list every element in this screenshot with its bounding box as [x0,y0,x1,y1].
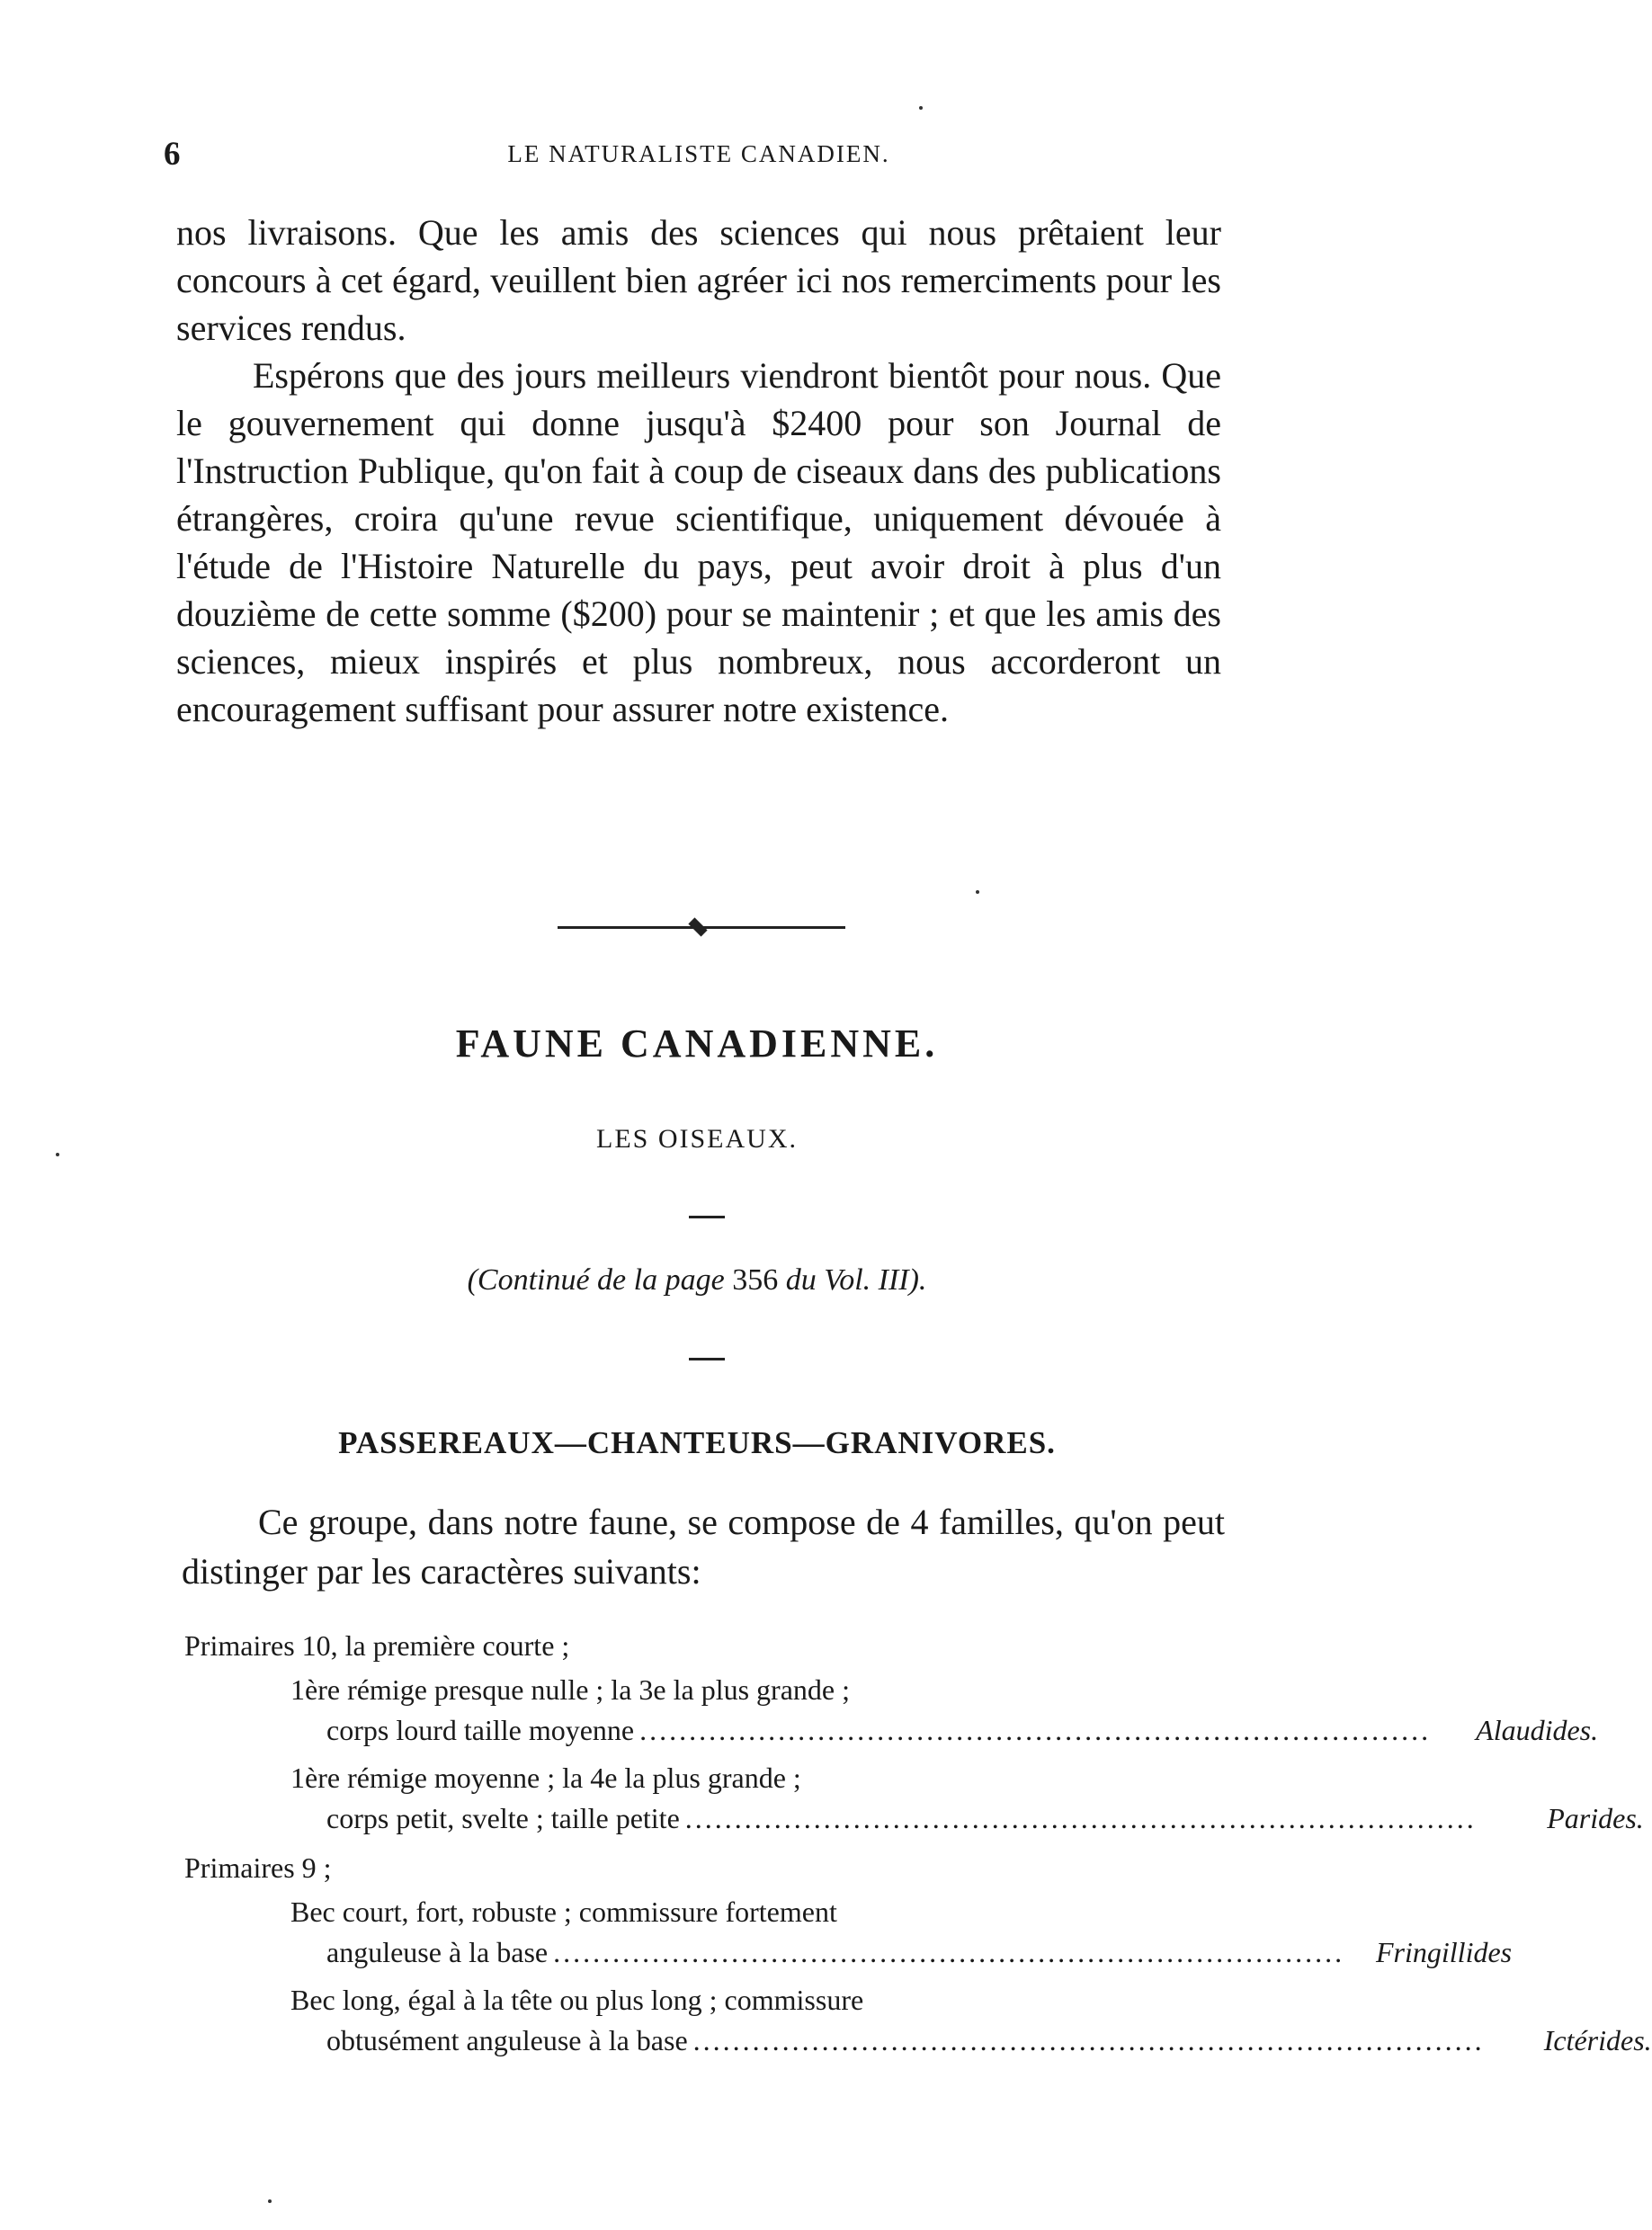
section-title: FAUNE CANADIENNE. [455,1021,939,1066]
key-choice-parides [290,1758,1644,1839]
print-speck [56,1153,59,1156]
key-choice-line: corps petit, svelte ; taille petite [326,1802,680,1834]
continued-note [0,1263,1394,1298]
continued-note-part-1: (Continué de la page [467,1263,725,1297]
key-choice-line: 1ère rémige moyenne ; la 4e la plus grande ; [290,1762,801,1794]
key-choice-icterides [290,1980,1652,2061]
key-choice-result [326,1932,1513,1973]
key-primaires-10: Primaires 10, la première courte ; [184,1629,570,1662]
continued-note-page: 356 [732,1263,779,1297]
ornament-diamond [688,917,707,936]
key-choice-result [326,1710,1599,1751]
separator-dash [689,1358,725,1360]
separator-dash [689,1216,725,1218]
dot-leader: ................................................................................ [692,2024,1485,2056]
dot-leader: ................................................................................ [684,1802,1477,1834]
family-name: Parides. [1547,1802,1644,1834]
group-title: PASSEREAUX—CHANTEURS—GRANIVORES. [338,1425,1056,1460]
paragraph-2: Espérons que des jours meilleurs viendront bientôt pour nous. Que le gouvernement qui donne jusqu'à $2400 pour son Journal de l'Instruction Publique, qu'on fait à coup de ciseaux dans des publications étrangères, croira qu'une revue scientifique, uniquement dévouée à l'étude de l'Histoire Naturelle du pays, peut avoir droit à plus d'un douzième de cette somme ($200) pour se maintenir ; et que les amis des sciences, mieux inspirés et plus nombreux, nous accorderont un encouragement suffisant pour assurer notre existence. [176,355,1221,729]
print-speck [919,106,923,110]
body-text [176,209,1221,733]
key-choice-result [326,1798,1644,1839]
family-name: Alaudides. [1476,1714,1599,1746]
intro-text [182,1497,1225,1596]
family-name: Fringillides [1376,1936,1513,1968]
print-speck [976,890,979,894]
key-choice-result [326,2020,1652,2061]
running-title: LE NATURALISTE CANADIEN. [507,140,890,167]
paragraph-1: nos livraisons. Que les amis des sciences qui nous prêtaient leur concours à cet égard, veuillent bien agréer ici nos remerciments pour les services rendus. [176,212,1221,348]
print-speck [268,2199,272,2203]
dot-leader: ................................................................................ [639,1714,1432,1746]
key-choice-line: corps lourd taille moyenne [326,1714,635,1746]
intro-paragraph: Ce groupe, dans notre faune, se compose de 4 familles, qu'on peut distinger par les caractères suivants: [182,1502,1225,1592]
key-choice-line: obtusément anguleuse à la base [326,2024,688,2056]
key-choice-line: anguleuse à la base [326,1936,549,1968]
key-choice-line: Bec court, fort, robuste ; commissure fortement [290,1896,837,1928]
dot-leader: ................................................................................ [553,1936,1345,1968]
key-choice-line: 1ère rémige presque nulle ; la 3e la plus grande ; [290,1673,850,1706]
key-choice-alaudides [290,1670,1599,1751]
key-primaires-9: Primaires 9 ; [184,1851,332,1884]
key-choice-line: Bec long, égal à la tête ou plus long ; commissure [290,1984,864,2016]
continued-note-part-2: du Vol. III). [785,1263,927,1297]
identification-key [184,1626,1652,2068]
page-header [164,135,1234,180]
key-choice-fringillides [290,1892,1513,1973]
family-name: Ictérides. [1543,2024,1652,2056]
page-number: 6 [164,136,181,173]
section-subtitle: LES OISEAUX. [596,1124,798,1154]
